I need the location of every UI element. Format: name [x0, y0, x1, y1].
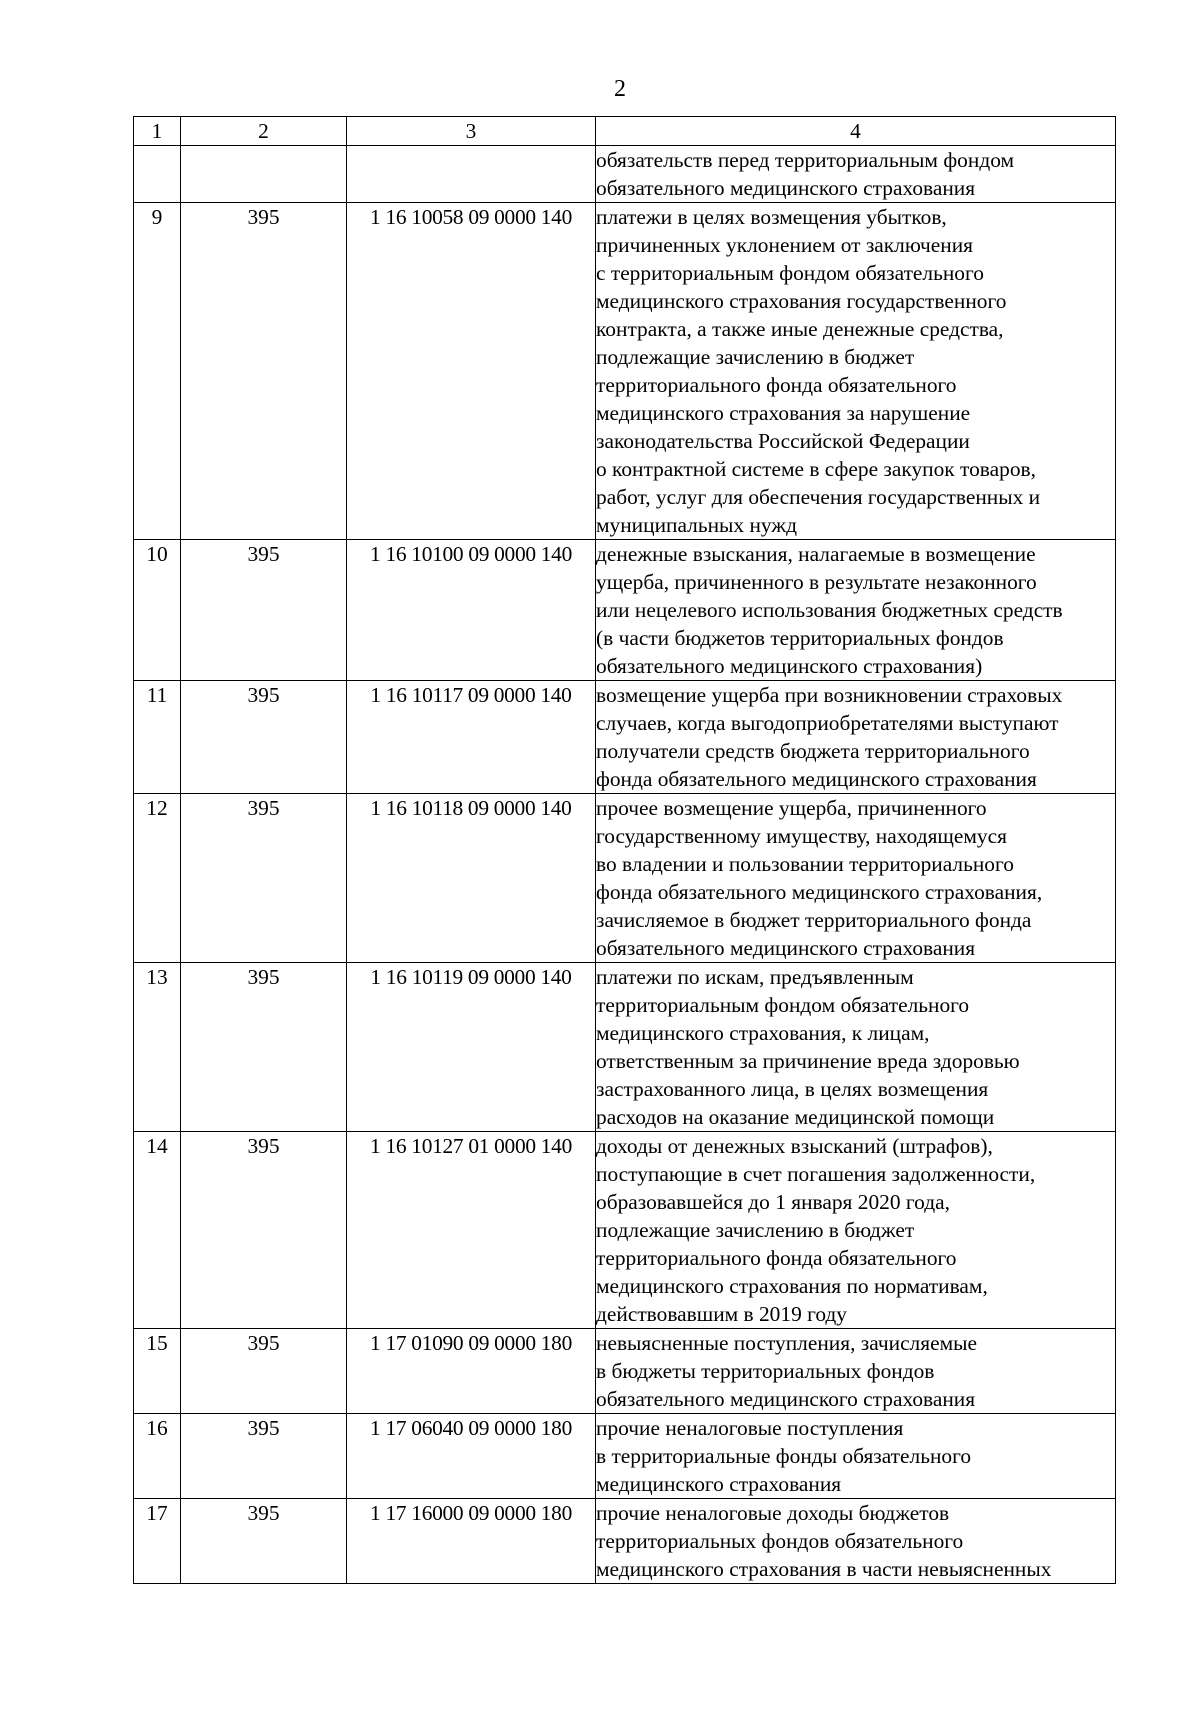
- table-row: [134, 203, 1116, 540]
- admin-code-cell: 395: [181, 1499, 347, 1584]
- table-row: [134, 794, 1116, 963]
- row-number-cell: 9: [134, 203, 181, 540]
- row-number-cell: [134, 146, 181, 203]
- description-line: законодательства Российской Федерации: [596, 429, 970, 453]
- description-cell: [596, 203, 1116, 540]
- kbk-code-cell: 1 16 10118 09 0000 140: [347, 794, 596, 963]
- description-line: случаев, когда выгодоприобретателями выступают: [596, 711, 1059, 735]
- description-line: подлежащие зачислению в бюджет: [596, 345, 915, 369]
- row-number-cell: 12: [134, 794, 181, 963]
- admin-code-cell: 395: [181, 1132, 347, 1329]
- description-cell: [596, 681, 1116, 794]
- description-line: денежные взыскания, налагаемые в возмещение: [596, 542, 1036, 566]
- description-cell: [596, 146, 1116, 203]
- description-line: причиненных уклонением от заключения: [596, 233, 973, 257]
- description-line: медицинского страхования за нарушение: [596, 401, 971, 425]
- table-row: [134, 1329, 1116, 1414]
- admin-code-cell: 395: [181, 963, 347, 1132]
- description-line: медицинского страхования государственного: [596, 289, 1007, 313]
- description-line: в территориальные фонды обязательного: [596, 1444, 972, 1468]
- description-line: территориальных фондов обязательного: [596, 1529, 964, 1553]
- table-row: [134, 540, 1116, 681]
- table-row: [134, 963, 1116, 1132]
- revenue-codes-table: [133, 116, 1116, 1584]
- description-cell: [596, 1499, 1116, 1584]
- description-line: медицинского страхования в части невыясненных: [596, 1557, 1052, 1581]
- kbk-code-cell: [347, 146, 596, 203]
- column-header-2: 2: [181, 117, 347, 146]
- description-line: в бюджеты территориальных фондов: [596, 1359, 935, 1383]
- description-line: ущерба, причиненного в результате незаконного: [596, 570, 1037, 594]
- description-line: подлежащие зачислению в бюджет: [596, 1218, 915, 1242]
- admin-code-cell: [181, 146, 347, 203]
- row-number-cell: 14: [134, 1132, 181, 1329]
- description-line: обязательного медицинского страхования: [596, 936, 976, 960]
- description-line: возмещение ущерба при возникновении страховых: [596, 683, 1063, 707]
- description-line: территориального фонда обязательного: [596, 1246, 957, 1270]
- row-number-cell: 10: [134, 540, 181, 681]
- description-line: зачисляемое в бюджет территориального фонда: [596, 908, 1032, 932]
- table-body: [134, 146, 1116, 1584]
- admin-code-cell: 395: [181, 540, 347, 681]
- table-row: [134, 1414, 1116, 1499]
- description-line: прочие неналоговые поступления: [596, 1416, 904, 1440]
- column-header-3: 3: [347, 117, 596, 146]
- kbk-code-cell: 1 16 10117 09 0000 140: [347, 681, 596, 794]
- column-header-4: 4: [596, 117, 1116, 146]
- description-line: поступающие в счет погашения задолженности,: [596, 1162, 1036, 1186]
- description-line: доходы от денежных взысканий (штрафов),: [596, 1134, 993, 1158]
- description-line: образовавшейся до 1 января 2020 года,: [596, 1190, 950, 1214]
- admin-code-cell: 395: [181, 681, 347, 794]
- admin-code-cell: 395: [181, 203, 347, 540]
- description-cell: [596, 963, 1116, 1132]
- description-line: (в части бюджетов территориальных фондов: [596, 626, 1004, 650]
- description-line: во владении и пользовании территориального: [596, 852, 1014, 876]
- kbk-code-cell: 1 16 10127 01 0000 140: [347, 1132, 596, 1329]
- table-row-continuation: [134, 146, 1116, 203]
- description-line: обязательств перед территориальным фондом: [596, 148, 1015, 172]
- description-cell: [596, 1329, 1116, 1414]
- description-line: невыясненные поступления, зачисляемые: [596, 1331, 977, 1355]
- description-line: работ, услуг для обеспечения государственных и: [596, 485, 1041, 509]
- description-line: о контрактной системе в сфере закупок товаров,: [596, 457, 1036, 481]
- description-line: прочее возмещение ущерба, причиненного: [596, 796, 987, 820]
- page-number: 2: [614, 76, 626, 102]
- description-line: территориальным фондом обязательного: [596, 993, 970, 1017]
- description-line: контракта, а также иные денежные средства,: [596, 317, 1004, 341]
- description-line: с территориальным фондом обязательного: [596, 261, 984, 285]
- kbk-code-cell: 1 17 06040 09 0000 180: [347, 1414, 596, 1499]
- table-row: [134, 1132, 1116, 1329]
- description-line: обязательного медицинского страхования: [596, 1387, 976, 1411]
- admin-code-cell: 395: [181, 1329, 347, 1414]
- table-header-row: [134, 117, 1116, 146]
- description-line: платежи по искам, предъявленным: [596, 965, 914, 989]
- description-line: медицинского страхования, к лицам,: [596, 1021, 930, 1045]
- description-line: государственному имуществу, находящемуся: [596, 824, 1007, 848]
- description-cell: [596, 540, 1116, 681]
- description-line: действовавшим в 2019 году: [596, 1302, 848, 1326]
- admin-code-cell: 395: [181, 794, 347, 963]
- description-line: застрахованного лица, в целях возмещения: [596, 1077, 989, 1101]
- row-number-cell: 11: [134, 681, 181, 794]
- description-line: или нецелевого использования бюджетных средств: [596, 598, 1063, 622]
- row-number-cell: 16: [134, 1414, 181, 1499]
- description-line: обязательного медицинского страхования: [596, 176, 976, 200]
- row-number-cell: 17: [134, 1499, 181, 1584]
- description-line: территориального фонда обязательного: [596, 373, 957, 397]
- description-cell: [596, 794, 1116, 963]
- description-line: муниципальных нужд: [596, 513, 797, 537]
- admin-code-cell: 395: [181, 1414, 347, 1499]
- row-number-cell: 15: [134, 1329, 181, 1414]
- description-line: ответственным за причинение вреда здоровью: [596, 1049, 1020, 1073]
- description-line: платежи в целях возмещения убытков,: [596, 205, 947, 229]
- kbk-code-cell: 1 16 10058 09 0000 140: [347, 203, 596, 540]
- description-line: расходов на оказание медицинской помощи: [596, 1105, 995, 1129]
- description-line: медицинского страхования по нормативам,: [596, 1274, 988, 1298]
- description-cell: [596, 1132, 1116, 1329]
- row-number-cell: 13: [134, 963, 181, 1132]
- column-header-1: 1: [134, 117, 181, 146]
- description-line: обязательного медицинского страхования): [596, 654, 983, 678]
- description-line: прочие неналоговые доходы бюджетов: [596, 1501, 950, 1525]
- description-line: получатели средств бюджета территориального: [596, 739, 1030, 763]
- description-line: медицинского страхования: [596, 1472, 842, 1496]
- description-cell: [596, 1414, 1116, 1499]
- description-line: фонда обязательного медицинского страхования,: [596, 880, 1043, 904]
- kbk-code-cell: 1 17 01090 09 0000 180: [347, 1329, 596, 1414]
- kbk-code-cell: 1 16 10100 09 0000 140: [347, 540, 596, 681]
- kbk-code-cell: 1 17 16000 09 0000 180: [347, 1499, 596, 1584]
- table-row: [134, 681, 1116, 794]
- kbk-code-cell: 1 16 10119 09 0000 140: [347, 963, 596, 1132]
- table-row: [134, 1499, 1116, 1584]
- description-line: фонда обязательного медицинского страхования: [596, 767, 1037, 791]
